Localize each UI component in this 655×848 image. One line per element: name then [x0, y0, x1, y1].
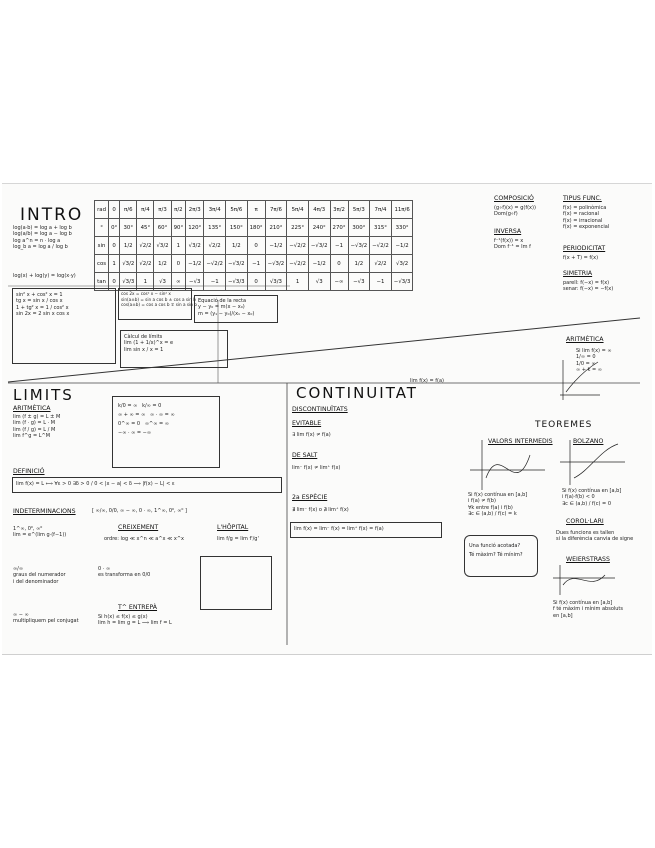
trig-cell: 1/2: [154, 255, 171, 273]
trig-cell: 315°: [370, 219, 392, 237]
trig-cell: −√3/2: [348, 237, 370, 255]
trig-cell: −√3/2: [265, 255, 287, 273]
trig-cell: √2/2: [370, 255, 392, 273]
indet-1: 1^∞, 0⁰, ∞⁰ lim = e^(lim g·(f−1)): [13, 526, 67, 539]
periodicitat-title: PERIODICITAT: [563, 245, 606, 252]
title-limits: LIMITS: [13, 386, 74, 404]
trig-cell: 180°: [247, 219, 265, 237]
trig-cell: −1: [204, 273, 226, 291]
valors-graph: [470, 440, 545, 490]
trig-cell: 1: [109, 255, 120, 273]
salt-body: lim⁻ f(x) ≠ lim⁺ f(x): [292, 465, 341, 471]
trig-cell: √2/2: [137, 237, 154, 255]
corol-title: COROL·LARI: [566, 518, 604, 525]
trig-cell: −1/2: [186, 255, 204, 273]
continuitat-header: lim f(x) = f(a): [410, 378, 444, 384]
trig-cell: 225°: [287, 219, 309, 237]
formula-box-4: Càlcul de límits lim (1 + 1/x)^x = e lim sin x / x = 1: [120, 330, 228, 368]
periodicitat-body: f(x + T) = f(x): [563, 255, 599, 261]
continuitat-box: lim f(x) = lim⁻ f(x) = lim⁺ f(x) = f(a): [290, 522, 442, 538]
trig-cell: cos: [95, 255, 109, 273]
weierstrass-body: Si f(x) contínua en [a,b] f té màxim i mínim absoluts en [a,b]: [553, 600, 623, 619]
valors-body: Si f(x) contínua en [a,b] i f(a) ≠ f(b) ∀k entre f(a) i f(b) ∃c ∈ (a,b) / f(c) = k: [468, 492, 528, 518]
corol-body: Dues funcions es tallen si la diferència canvia de signe: [556, 530, 634, 543]
evitable-body: ∃ lim f(x) ≠ f(a): [292, 432, 331, 438]
trig-cell: −√3: [348, 273, 370, 291]
indet-4: ∞ − ∞ multipliquem pel conjugat: [13, 612, 79, 625]
trig-cell: 0°: [109, 219, 120, 237]
composicio-title: COMPOSICIÓ: [494, 195, 534, 202]
entrepans-body: Si h(x) ≤ f(x) ≤ g(x) lim h = lim g = L ⟹ lim f = L: [98, 614, 172, 627]
question-box: Una funció acotada? Té màxim? Té mínim?: [464, 535, 538, 577]
trig-cell: 0: [247, 273, 265, 291]
trig-cell: rad: [95, 201, 109, 219]
trig-cell: 2π/3: [186, 201, 204, 219]
trig-cell: 240°: [308, 219, 330, 237]
trig-cell: π: [247, 201, 265, 219]
formula-box-3: Equació de la recta y − y₀ = m(x − x₀) m = (y₁ − y₀)/(x₁ − x₀): [194, 295, 278, 323]
trig-row-header: [95, 201, 413, 219]
trig-cell: ∞: [171, 273, 186, 291]
trig-cell: 0: [109, 273, 120, 291]
trig-cell: 120°: [186, 219, 204, 237]
trig-cell: 270°: [330, 219, 348, 237]
trig-cell: 135°: [204, 219, 226, 237]
trig-cell: 60°: [154, 219, 171, 237]
trig-cell: −√3/3: [225, 273, 247, 291]
trig-cell: sin: [95, 237, 109, 255]
trig-cell: √3/2: [120, 255, 137, 273]
trig-cell: 1: [171, 237, 186, 255]
bolzano-title: BOLZANO: [573, 438, 604, 445]
trig-cell: −√2/2: [370, 237, 392, 255]
trig-cell: π/2: [171, 201, 186, 219]
trig-cell: −1: [370, 273, 392, 291]
trig-cell: √3: [308, 273, 330, 291]
trig-cell: 1/2: [225, 237, 247, 255]
indeterminacions-title: INDETERMINACIONS: [13, 508, 76, 515]
trig-cell: 5π/3: [348, 201, 370, 219]
trig-cell: tan: [95, 273, 109, 291]
trig-cell: 1/2: [120, 237, 137, 255]
intro-rules: log(a·b) = log a + log b log(a/b) = log a − log b log a^n = n · log a log_b a = log a / log b: [13, 225, 72, 251]
trig-cell: √3/2: [186, 237, 204, 255]
aritmetica2-body: Si lim f(x) = ∞ 1/∞ = 0 1/0 = ∞ ∞ + k = ∞: [576, 348, 612, 374]
segona-title: 2a ESPÈCIE: [292, 494, 328, 501]
trig-cell: 7π/4: [370, 201, 392, 219]
definicio-title: DEFINICIÓ: [13, 468, 45, 475]
trig-cell: −√3/3: [391, 273, 413, 291]
trig-cell: 45°: [137, 219, 154, 237]
trig-cell: 5π/4: [287, 201, 309, 219]
trig-cell: −1/2: [391, 237, 413, 255]
trig-cell: √3/3: [265, 273, 287, 291]
trig-cell: 11π/6: [391, 201, 413, 219]
trig-cell: 1: [287, 273, 309, 291]
trig-cell: −√2/2: [287, 237, 309, 255]
formula-box-2: cos 2x = cos² x − sin² x sin(a±b) = sin a cos b ± cos a sin b cos(a±b) = cos a cos b ∓ sin a sin b: [118, 288, 192, 320]
trig-cell: −√3/2: [225, 255, 247, 273]
title-teoremes: TEOREMES: [535, 420, 593, 430]
salt-title: DE SALT: [292, 452, 318, 459]
trig-cell: 210°: [265, 219, 287, 237]
trig-cell: −√2/2: [204, 255, 226, 273]
trig-cell: 30°: [120, 219, 137, 237]
trig-cell: 0: [109, 237, 120, 255]
trig-cell: √3: [154, 273, 171, 291]
trig-cell: π/3: [154, 201, 171, 219]
trig-cell: π/6: [120, 201, 137, 219]
indet-2: ∞/∞ graus del numerador i del denominador: [13, 566, 66, 585]
trig-cell: √3/3: [120, 273, 137, 291]
title-continuitat: CONTINUITAT: [296, 384, 418, 402]
inversa-title: INVERSA: [494, 228, 522, 235]
trig-cell: −√3: [186, 273, 204, 291]
trig-row-degrees: [95, 219, 413, 237]
trig-cell: 90°: [171, 219, 186, 237]
trig-cell: −1: [247, 255, 265, 273]
funcio-title: TIPUS FUNC.: [563, 195, 602, 202]
trig-cell: 150°: [225, 219, 247, 237]
trig-cell: −1/2: [265, 237, 287, 255]
trig-cell: 300°: [348, 219, 370, 237]
indet-header: [ ∞/∞, 0/0, ∞ − ∞, 0 · ∞, 1^∞, 0⁰, ∞⁰ ]: [92, 508, 187, 514]
trig-cell: 3π/2: [330, 201, 348, 219]
trig-cell: −∞: [330, 273, 348, 291]
valors-title: VALORS INTERMEDIS: [488, 438, 553, 445]
trig-cell: 1/2: [348, 255, 370, 273]
funcio-body: f(x) = polinòmica f(x) = racional f(x) = irracional f(x) = exponencial: [563, 205, 610, 231]
trig-cell: 3π/4: [204, 201, 226, 219]
intro-log-sum: log(x) + log(y) = log(x·y): [13, 273, 76, 279]
evitable-title: EVITABLE: [292, 420, 322, 427]
bolzano-graph: [560, 440, 625, 485]
infinits-ordre: ordre: log ≪ x^n ≪ a^x ≪ x^x: [104, 536, 184, 542]
weierstrass-graph: [553, 565, 615, 595]
simetria-title: SIMETRIA: [563, 270, 593, 277]
title-intro: INTRO: [20, 205, 84, 225]
simetria-body: parell: f(−x) = f(x) senar: f(−x) = −f(x): [563, 280, 614, 293]
lhopital-title: L'HÔPITAL: [217, 524, 249, 531]
weierstrass-title: WEIERSTRASS: [566, 556, 610, 563]
trig-cell: °: [95, 219, 109, 237]
trig-cell: −1: [330, 237, 348, 255]
formula-box-1: sin² x + cos² x = 1 tg x = sin x / cos x 1 + tg² x = 1 / cos² x sin 2x = 2 sin x cos x: [12, 288, 116, 364]
trig-cell: 0: [247, 237, 265, 255]
aritmetica-title: ARITMÈTICA: [13, 405, 51, 412]
indet-3: 0 · ∞ es transforma en 0/0: [98, 566, 151, 579]
trig-cell: −√2/2: [287, 255, 309, 273]
trig-cell: 5π/6: [225, 201, 247, 219]
inversa-body: f⁻¹(f(x)) = x Dom f⁻¹ = Im f: [494, 238, 531, 251]
trig-cell: π/4: [137, 201, 154, 219]
segona-body: ∄ lim⁻ f(x) o ∄ lim⁺ f(x): [292, 507, 349, 513]
trig-cell: √3/2: [154, 237, 171, 255]
trig-cell: 1: [137, 273, 154, 291]
trig-cell: √3/2: [391, 255, 413, 273]
trig-cell: 0: [330, 255, 348, 273]
entrepans-title: T^ ENTREPÀ: [118, 604, 158, 611]
bolzano-body: Si f(x) contínua en [a,b] i f(a)·f(b) < 0 ∃c ∈ (a,b) / f(c) = 0: [562, 488, 622, 507]
trig-cell: √2/2: [204, 237, 226, 255]
trig-cell: 330°: [391, 219, 413, 237]
trig-cell: 0: [109, 201, 120, 219]
trig-table: [94, 200, 413, 291]
lhopital-body: lim f/g = lim f'/g': [217, 536, 259, 542]
trig-cell: 4π/3: [308, 201, 330, 219]
definicio-box: lim f(x) = L ⟺ ∀ε > 0 ∃δ > 0 / 0 < |x − a| < δ ⟹ |f(x) − L| < ε: [12, 477, 282, 493]
discontinuitats-title: DISCONTINUÏTATS: [292, 406, 348, 413]
aritmetica-body: lim (f ± g) = L ± M lim (f · g) = L · M lim (f / g) = L / M lim f^g = L^M: [13, 414, 61, 440]
trig-cell: −√3/2: [308, 237, 330, 255]
trig-cell: −1/2: [308, 255, 330, 273]
composicio-body: (g∘f)(x) = g(f(x)) Dom(g∘f): [494, 205, 536, 218]
trig-cell: 0: [171, 255, 186, 273]
lhopital-box: [200, 556, 272, 610]
trig-cell: 7π/6: [265, 201, 287, 219]
infinits-box: k/0 = ∞ k/∞ = 0 ∞ + ∞ = ∞ ∞ · ∞ = ∞ 0^∞ = 0 ∞^∞ = ∞ −∞ · ∞ = −∞: [112, 396, 220, 468]
trig-row-sin: [95, 237, 413, 255]
trig-row-cos: [95, 255, 413, 273]
aritmetica2-title: ARITMÈTICA: [566, 336, 604, 343]
trig-cell: √2/2: [137, 255, 154, 273]
creixement-title: CREIXEMENT: [118, 524, 159, 531]
